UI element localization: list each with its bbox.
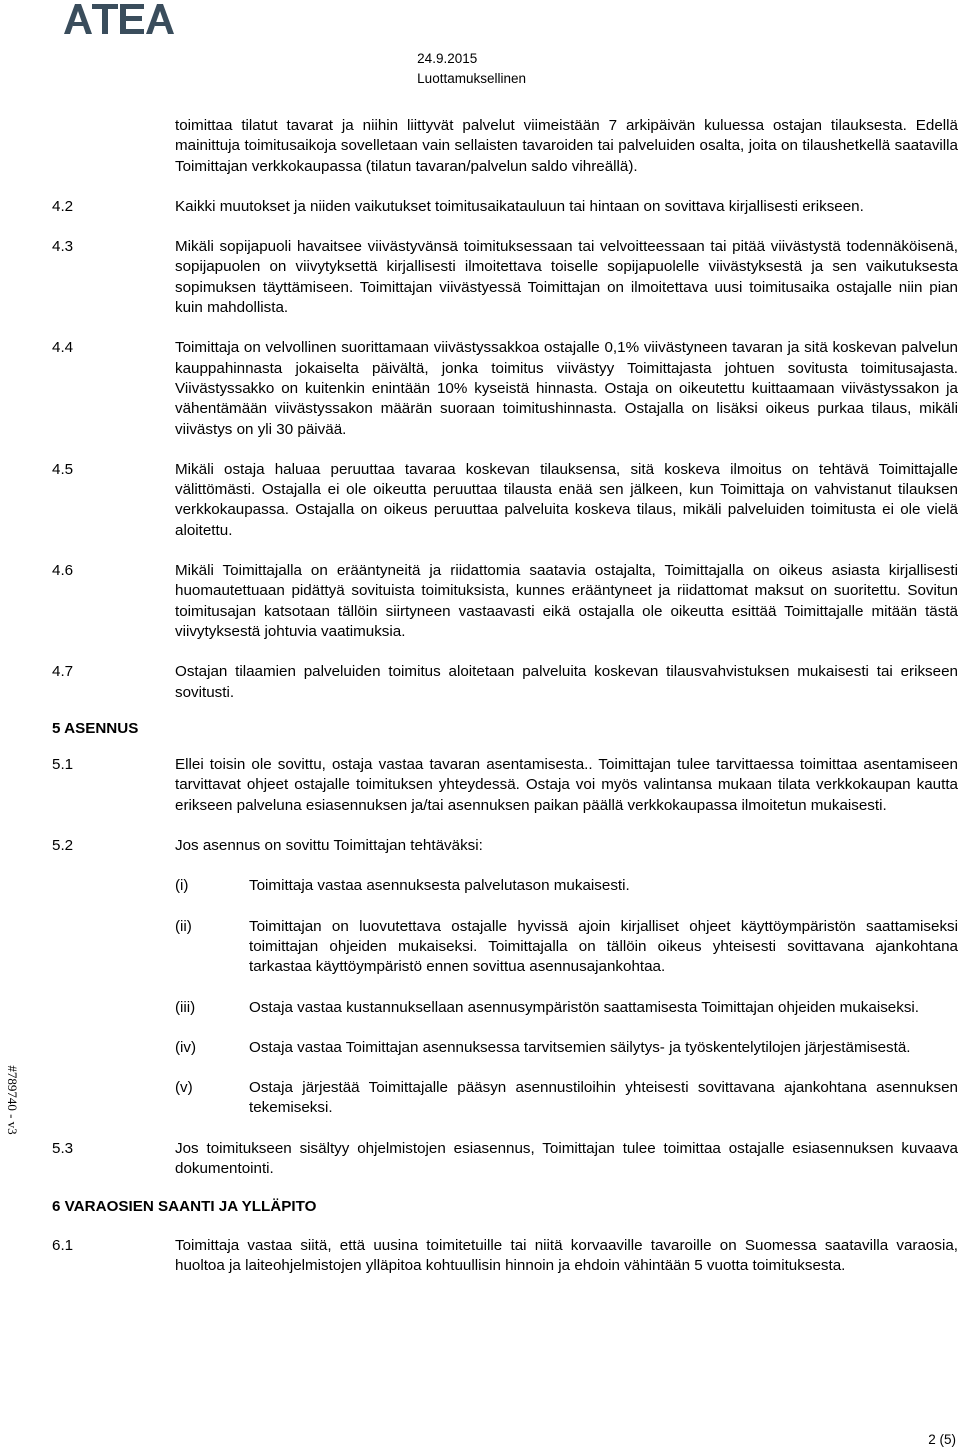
list-item xyxy=(52,876,958,896)
heading-section-6: 6 VARAOSIEN SAANTI JA YLLÄPITO xyxy=(52,1198,317,1216)
section-4-5 xyxy=(52,460,958,541)
section-5-2 xyxy=(52,836,958,856)
section-4-7 xyxy=(52,662,958,703)
list-item-text: Ostaja järjestää Toimittajalle pääsyn asennustiloihin yhteisesti sovittavana ajankohtana asennuksen tekemiseksi. xyxy=(249,1079,958,1117)
section-text: Mikäli Toimittajalla on erääntyneitä ja riidattomia saatavia ostajalta, Toimittajalla on oikeus asiasta kirjallisesti huomautettuaan pidättyä sovituista toimituksista, kunnes erääntyneet ja riidattomat maksut on suoritettu. Sovitun toimitusajan katsotaan tällöin siirtyneen vastaavasti eikä ostajalla ole oikeutta esittää Toimittajalle mitään tästä viivytyksestä johtuvia vaatimuksia. xyxy=(175,562,958,640)
list-item-text: Toimittajan on luovutettava ostajalle hyvissä ajoin kirjalliset ohjeet käyttöympäristön saattamiseksi toimittajan ohjeiden mukaiseksi. Toimittajalla on tällöin oikeus yhteisesti sovittavana ajankohtana tarkastaa käyttöympäristö ennen sovittua asennusajankohtaa. xyxy=(249,917,958,976)
section-5-1 xyxy=(52,755,958,816)
list-item-number: (iii) xyxy=(175,998,196,1016)
list-item-text: Ostaja vastaa Toimittajan asennuksessa tarvitsemien säilytys- ja työskentelytilojen järjestämisestä. xyxy=(249,1038,911,1056)
section-text: Toimittaja vastaa siitä, että uusina toimitetuille tai niitä korvaaville tavaroille on Suomessa saatavilla varaosia, huoltoa ja laiteohjelmistojen ylläpitoa kohtuullisin hinnoin ja ehdoin vähintään 5 vuotta toimituksesta. xyxy=(175,1236,958,1274)
section-number: 5.1 xyxy=(52,756,74,774)
list-item xyxy=(52,998,958,1018)
section-text: Kaikki muutokset ja niiden vaikutukset toimitusaikatauluun tai hintaan on sovittava kirjallisesti erikseen. xyxy=(175,197,864,215)
atea-logo xyxy=(62,0,180,36)
section-number: 4.2 xyxy=(52,197,74,215)
list-item xyxy=(52,1078,958,1119)
section-4-3 xyxy=(52,237,958,318)
list-item xyxy=(52,917,958,978)
document-header-info xyxy=(417,49,526,89)
document-id-text: #789740 - v3 xyxy=(5,1065,20,1135)
section-4-6 xyxy=(52,561,958,642)
section-6-1 xyxy=(52,1236,958,1277)
list-item-number: (i) xyxy=(175,877,189,895)
section-number: 6.1 xyxy=(52,1236,74,1254)
section-text: Jos asennus on sovittu Toimittajan tehtäväksi: xyxy=(175,837,483,855)
section-number: 4.3 xyxy=(52,238,74,256)
document-id-vertical xyxy=(2,1040,22,1160)
section-5-3 xyxy=(52,1139,958,1180)
page-number: 2 (5) xyxy=(928,1432,956,1447)
list-item xyxy=(52,1038,958,1058)
document-body xyxy=(52,116,958,1276)
section-text: Mikäli ostaja haluaa peruuttaa tavaraa koskevan tilauksensa, sitä koskeva ilmoitus on tehtävä Toimittajalle välittömästi. Ostajalla ei ole oikeutta peruuttaa tilausta enää sen jälkeen, kun Toimittaja on vahvistanut tilauksen verkkokaupassa. Ostajalla on oikeus peruuttaa palveluita koskeva tilaus, mikäli palveluiden toimitusta ei ole vielä aloitettu. xyxy=(175,460,958,539)
paragraph-intro xyxy=(52,116,958,177)
section-text: Jos toimitukseen sisältyy ohjelmistojen esiasennus, Toimittajan tulee toimittaa ostajalle esiasennuksen kuvaava dokumentointi. xyxy=(175,1139,958,1177)
section-number: 4.6 xyxy=(52,562,74,580)
section-number: 4.4 xyxy=(52,339,74,357)
confidentiality-label: Luottamuksellinen xyxy=(417,71,526,86)
section-text: Mikäli sopijapuoli havaitsee viivästyvänsä toimituksessaan tai velvoitteessaan tai pitää viivästystä todennäköisenä, sopijapuolen on viivytyksettä kirjallisesti ilmoitettava toiselle sopijapuolelle viivästyksestä ja sen vaikutuksesta sopimuksen täyttämiseen. Toimittajan viivästyessä Toimittajan on ilmoitettava uusi toimitusaika ostajalle niin pian kuin mahdollista. xyxy=(175,238,958,317)
list-item-text: Toimittaja vastaa asennuksesta palvelutason mukaisesti. xyxy=(249,877,630,895)
section-number: 4.5 xyxy=(52,460,74,478)
section-number: 4.7 xyxy=(52,663,74,681)
section-text: Ellei toisin ole sovittu, ostaja vastaa tavaran asentamisesta.. Toimittajan tulee tarvittaessa toimittaa asentamiseen tarvittavat ohjeet ostajalle toimituksen yhteydessä. Ostaja voi myös valintansa mukaan tilata verkkokaupan kautta erikseen palveluna esiasennuksen ja/tai asennuksen paikan päällä verkkokaupassa ilmoitetun mukaisesti. xyxy=(175,756,958,814)
section-4-4 xyxy=(52,338,958,439)
heading-section-5: 5 ASENNUS xyxy=(52,719,139,737)
section-text: Toimittaja on velvollinen suorittamaan viivästyssakkoa ostajalle 0,1% viivästyneen tavaran ja sitä koskevan palvelun kauppahinnasta jokaiselta päivältä, jonka toimitus viivästyy Toimittajasta johtuen sovitusta toimitusajasta. Viivästyssakko on kuitenkin enintään 10% kyseistä hinnasta. Ostaja on oikeutettu kuittaamaan viivästyssakon ja vähentämään viivästyssakon määrän suoraan toimitushinnasta. Ostajalla on lisäksi oikeus purkaa tilaus, mikäli viivästys on yli 30 päivää. xyxy=(175,339,958,438)
section-number: 5.3 xyxy=(52,1139,74,1157)
list-item-number: (v) xyxy=(175,1079,193,1097)
list-item-number: (iv) xyxy=(175,1038,197,1056)
section-4-2 xyxy=(52,197,958,217)
paragraph-text: toimittaa tilatut tavarat ja niihin liittyvät palvelut viimeistään 7 arkipäivän kuluessa ostajan tilauksesta. Edellä mainittuja toimitusaikoja sovelletaan vain sellaisten tavaroiden tai palveluiden osalta, joita on tilaushetkellä saatavilla Toimittajan verkkokaupassa (tilatun tavaran/palvelun saldo vihreällä). xyxy=(175,117,958,175)
document-date: 24.9.2015 xyxy=(417,51,478,66)
list-item-text: Ostaja vastaa kustannuksellaan asennusympäristön saattamisesta Toimittajan ohjeiden mukaiseksi. xyxy=(249,998,920,1016)
list-item-number: (ii) xyxy=(175,917,192,935)
section-number: 5.2 xyxy=(52,837,74,855)
section-text: Ostajan tilaamien palveluiden toimitus aloitetaan palveluita koskevan tilausvahvistuksen mukaisesti tai erikseen sovitusti. xyxy=(175,663,958,701)
